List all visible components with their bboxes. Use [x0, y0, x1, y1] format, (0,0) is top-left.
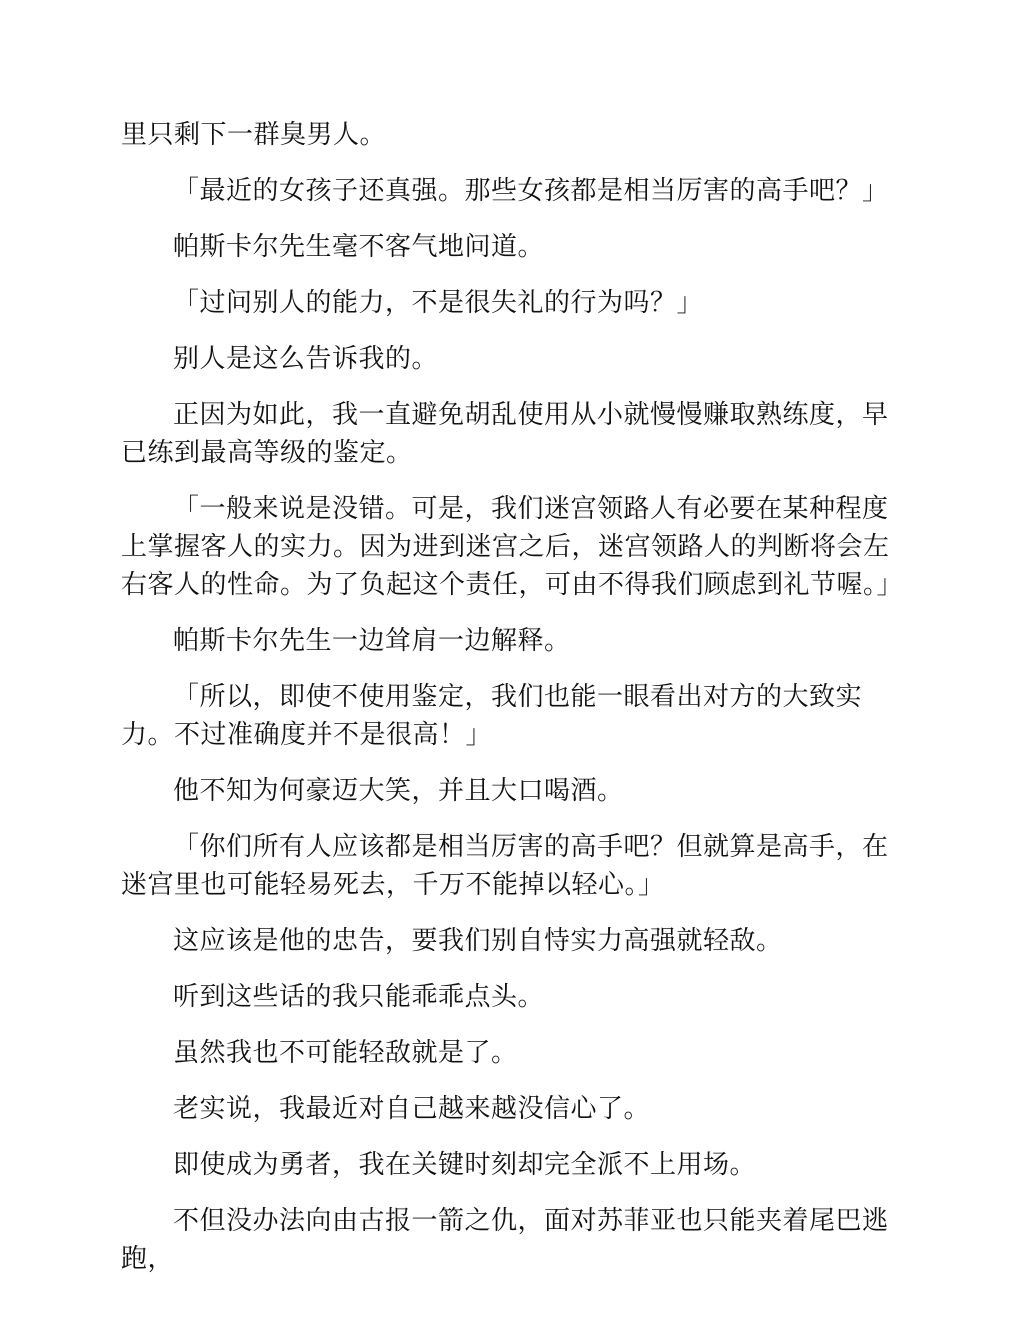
paragraph: 老实说，我最近对自己越来越没信心了。 — [173, 1094, 651, 1124]
paragraph: 里只剩下一群臭男人。 — [121, 120, 387, 150]
paragraph: 帕斯卡尔先生毫不客气地问道。 — [173, 232, 545, 262]
paragraph: 「一般来说是没错。可是，我们迷宫领路人有必要在某种程度上掌握客人的实力。因为进到迷宫之后，迷宫领路人的判断将会左右客人的性命。为了负起这个责任，可由不得我们顾虑到礼节喔。」 — [121, 494, 904, 600]
paragraph: 「最近的女孩子还真强。那些女孩都是相当厉害的高手吧？」 — [173, 176, 889, 206]
paragraph: 他不知为何豪迈大笑，并且大口喝酒。 — [173, 776, 624, 806]
body-text — [121, 116, 904, 1296]
paragraph: 别人是这么告诉我的。 — [173, 344, 439, 374]
paragraph: 「过问别人的能力，不是很失礼的行为吗？」 — [173, 288, 704, 318]
paragraph: 这应该是他的忠告，要我们别自恃实力高强就轻敌。 — [173, 926, 783, 956]
paragraph: 正因为如此，我一直避免胡乱使用从小就慢慢赚取熟练度，早已练到最高等级的鉴定。 — [121, 400, 889, 468]
paragraph: 即使成为勇者，我在关键时刻却完全派不上用场。 — [173, 1150, 757, 1180]
paragraph: 虽然我也不可能轻敌就是了。 — [173, 1038, 518, 1068]
paragraph: 「你们所有人应该都是相当厉害的高手吧？但就算是高手，在迷宫里也可能轻易死去，千万不能掉以轻心。」 — [121, 832, 889, 900]
paragraph: 「所以，即使不使用鉴定，我们也能一眼看出对方的大致实力。不过准确度并不是很高！」 — [121, 682, 863, 750]
paragraph: 帕斯卡尔先生一边耸肩一边解释。 — [173, 626, 571, 656]
paragraph: 不但没办法向由古报一箭之仇，面对苏菲亚也只能夹着尾巴逃跑， — [121, 1206, 889, 1274]
paragraph: 听到这些话的我只能乖乖点头。 — [173, 982, 545, 1012]
